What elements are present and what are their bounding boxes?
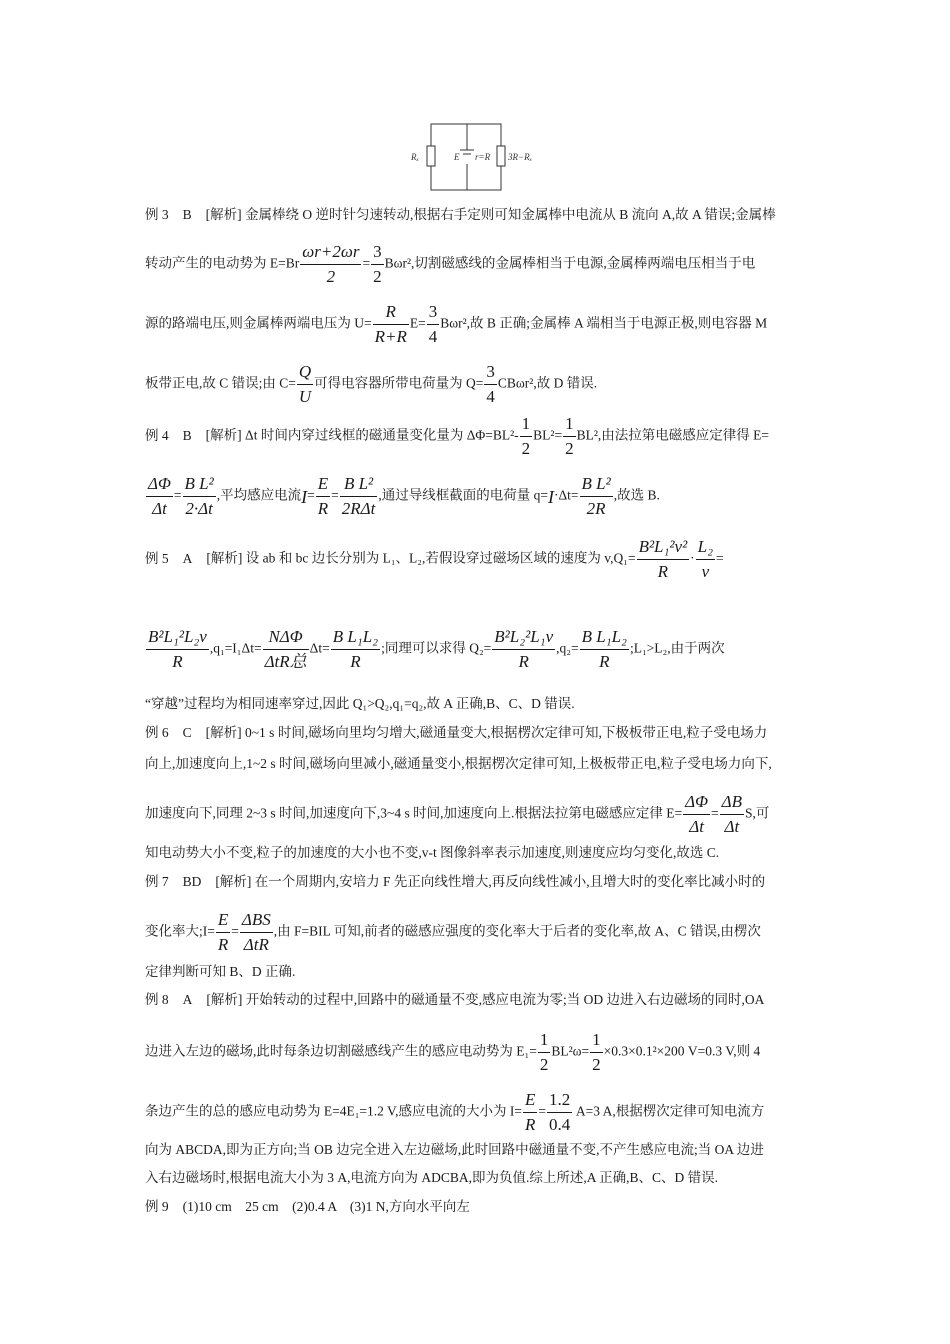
ex5-line-3: “穿越”过程均为相同速率穿过,因此 Q₁>Q₂,q₁=q₂,故 A 正确,B、C、D 错误.	[145, 696, 575, 711]
ex9-answer: (1)10 cm 25 cm (2)0.4 A (3)1 N,方向水平向左	[182, 1199, 470, 1214]
ex7-line-1: 例 7 BD [解析] 在一个周期内,安培力 F 先正向线性增大,再反向线性减小,且增大时的变化率比减小时的	[145, 874, 766, 889]
ex8-line-4: 向为 ABCDA,即为正方向;当 OB 边完全进入左边磁场,此时回路中磁通量不变,不产生感应电流;当 OA 边进	[145, 1142, 764, 1157]
ex3-line-4: 板带正电,故 C 错误;由 C= $\frac{Q}{U}$ 可得电容器所带电荷量为 Q= $\frac{3}{4}$ CBωr²,故 D 错误.	[145, 362, 598, 406]
ex8-line-1: 例 8 A [解析] 开始转动的过程中,回路中的磁通量不变,感应电流为零;当 OD 边进入右边磁场的同时,OA	[145, 992, 765, 1007]
ex8-answer: A	[182, 992, 193, 1007]
ex4-label: 例 4	[145, 427, 169, 443]
ex3-answer: B	[182, 207, 192, 222]
label-rx: Rₓ	[411, 152, 420, 162]
ex6-line-2: 向上,加速度向上,1~2 s 时间,磁场向里减小,磁通量变小,根据楞次定律可知,上极板带正电,粒子受电场力向下,	[145, 756, 772, 771]
ex5-answer: A	[182, 550, 193, 566]
ex3-line-2: 转动产生的电动势为 E=Br $\frac{\omega r+2\omega r}{2}$ = $\frac{3}{2}$ Bωr²,切割磁感线的金属棒相当于电源,金属棒两端电压相当于电	[145, 242, 756, 286]
ex6-answer: C	[182, 725, 192, 740]
resistor-right	[497, 146, 505, 166]
ex6-line-3: 加速度向下,同理 2~3 s 时间,加速度向下,3~4 s 时间,加速度向上.根据法拉第电磁感应定律 E= $\frac{\Delta\Phi}{\Delta t}$ = $\frac{\Delta B}{\Delta t}$ S,可	[145, 792, 770, 836]
circuit-frame	[431, 124, 501, 190]
ex8-line-3: 条边产生的总的感应电动势为 E=4E₁=1.2 V,感应电流的大小为 I= $\frac{E}{R}$ = $\frac{1.2}{0.4}$ A=3 A,根据楞次定律可知电流方	[145, 1090, 765, 1134]
ex4-answer: B	[182, 427, 192, 443]
ex8-line-5: 入右边磁场时,根据电流大小为 3 A,电流方向为 ADCBA,即为负值.综上所述,A 正确,B、C、D 错误.	[145, 1170, 719, 1185]
label-e: E	[454, 152, 460, 162]
ex6-line-1: 例 6 C [解析] 0~1 s 时间,磁场向里均匀增大,磁通量变大,根据楞次定律可知,下极板带正电,粒子受电场力	[145, 725, 768, 740]
ex3-line-3: 源的路端电压,则金属棒两端电压为 U= $\frac{R}{R+R}$ E= $\frac{3}{4}$ Bωr²,故 B 正确;金属棒 A 端相当于电源正极,则电容器 M	[145, 302, 768, 346]
ex6-label: 例 6	[145, 725, 169, 740]
ex7-answer: BD	[182, 874, 202, 889]
ex9-line-1	[145, 1197, 820, 1217]
label-3r: 3R−Rₓ	[508, 152, 533, 162]
ex3-line-1: 例 3 B [解析] 金属棒绕 O 逆时针匀速转动,根据右手定则可知金属棒中电流从 B 流向 A,故 A 错误;金属棒	[145, 207, 776, 222]
ex7-line-3: 定律判断可知 B、D 正确.	[145, 964, 296, 979]
ex6-line-4: 知电动势大小不变,粒子的加速度的大小也不变,v-t 图像斜率表示加速度,则速度应均匀变化,故选 C.	[145, 845, 720, 860]
circuit-diagram	[405, 120, 545, 192]
resistor-left	[427, 146, 435, 166]
ex5-line-1: 例 5 A [解析] 设 ab 和 bc 边长分别为 L₁、L₂,若假设穿过磁场区域的速度为 v,Q₁= $\frac{\text{B²L₁²v²}}{R}$ · $\frac{\text{L₂}}{v}$ =	[145, 537, 724, 581]
ex8-label: 例 8	[145, 992, 169, 1007]
ex7-line-2: 变化率大;I= $\frac{E}{R}$ = ΔBS ΔtR ,由 F=BIL 可知,前者的磁感应强度的变化率大于后者的变化率,故 A、C 错误,由楞次	[145, 910, 761, 954]
ex3-label: 例 3	[145, 207, 169, 222]
ex5-line-2: $\frac{\text{B²L₁²L₂v}}{R}$ ,q₁=I₁Δt= NΔΦ ΔtR总 Δt= $\frac{\text{B L₁L₂}}{R}$ ;同理可以求得 Q₂= $\frac{\text{B²L₂²L₁v}}{R}$ ,q₂= $\frac{\text{B L₁L₂}}{R}$ ;L₁>L₂,由于两次	[148, 627, 725, 671]
ex9-label: 例 9	[145, 1199, 169, 1214]
ex7-label: 例 7	[145, 874, 169, 889]
ex4-line-2: $\frac{\Delta\Phi}{\Delta t}$ = $\frac{\text{B L²}}{2\cdot\Delta t}$ ,平均感应电流I= $\frac{E}{R}$ = B L² 2RΔt ,通过导线框截面的电荷量 q=I·Δt= $\frac{\text{B L²}}{2R}$ ,故选 B.	[148, 474, 660, 518]
ex4-line-1: 例 4 B [解析] Δt 时间内穿过线框的磁通量变化量为 ΔΦ=BL²- $\frac{1}{2}$ BL²= $\frac{1}{2}$ BL²,由法拉第电磁感应定律得 E=	[145, 414, 769, 458]
ex5-label: 例 5	[145, 550, 169, 566]
label-r: r=R	[475, 152, 491, 162]
ex8-line-2: 边进入左边的磁场,此时每条边切割磁感线产生的感应电动势为 E₁= $\frac{1}{2}$ BL²ω= $\frac{1}{2}$ ×0.3×0.1²×200 V=0.3 V,则 4	[145, 1030, 761, 1074]
